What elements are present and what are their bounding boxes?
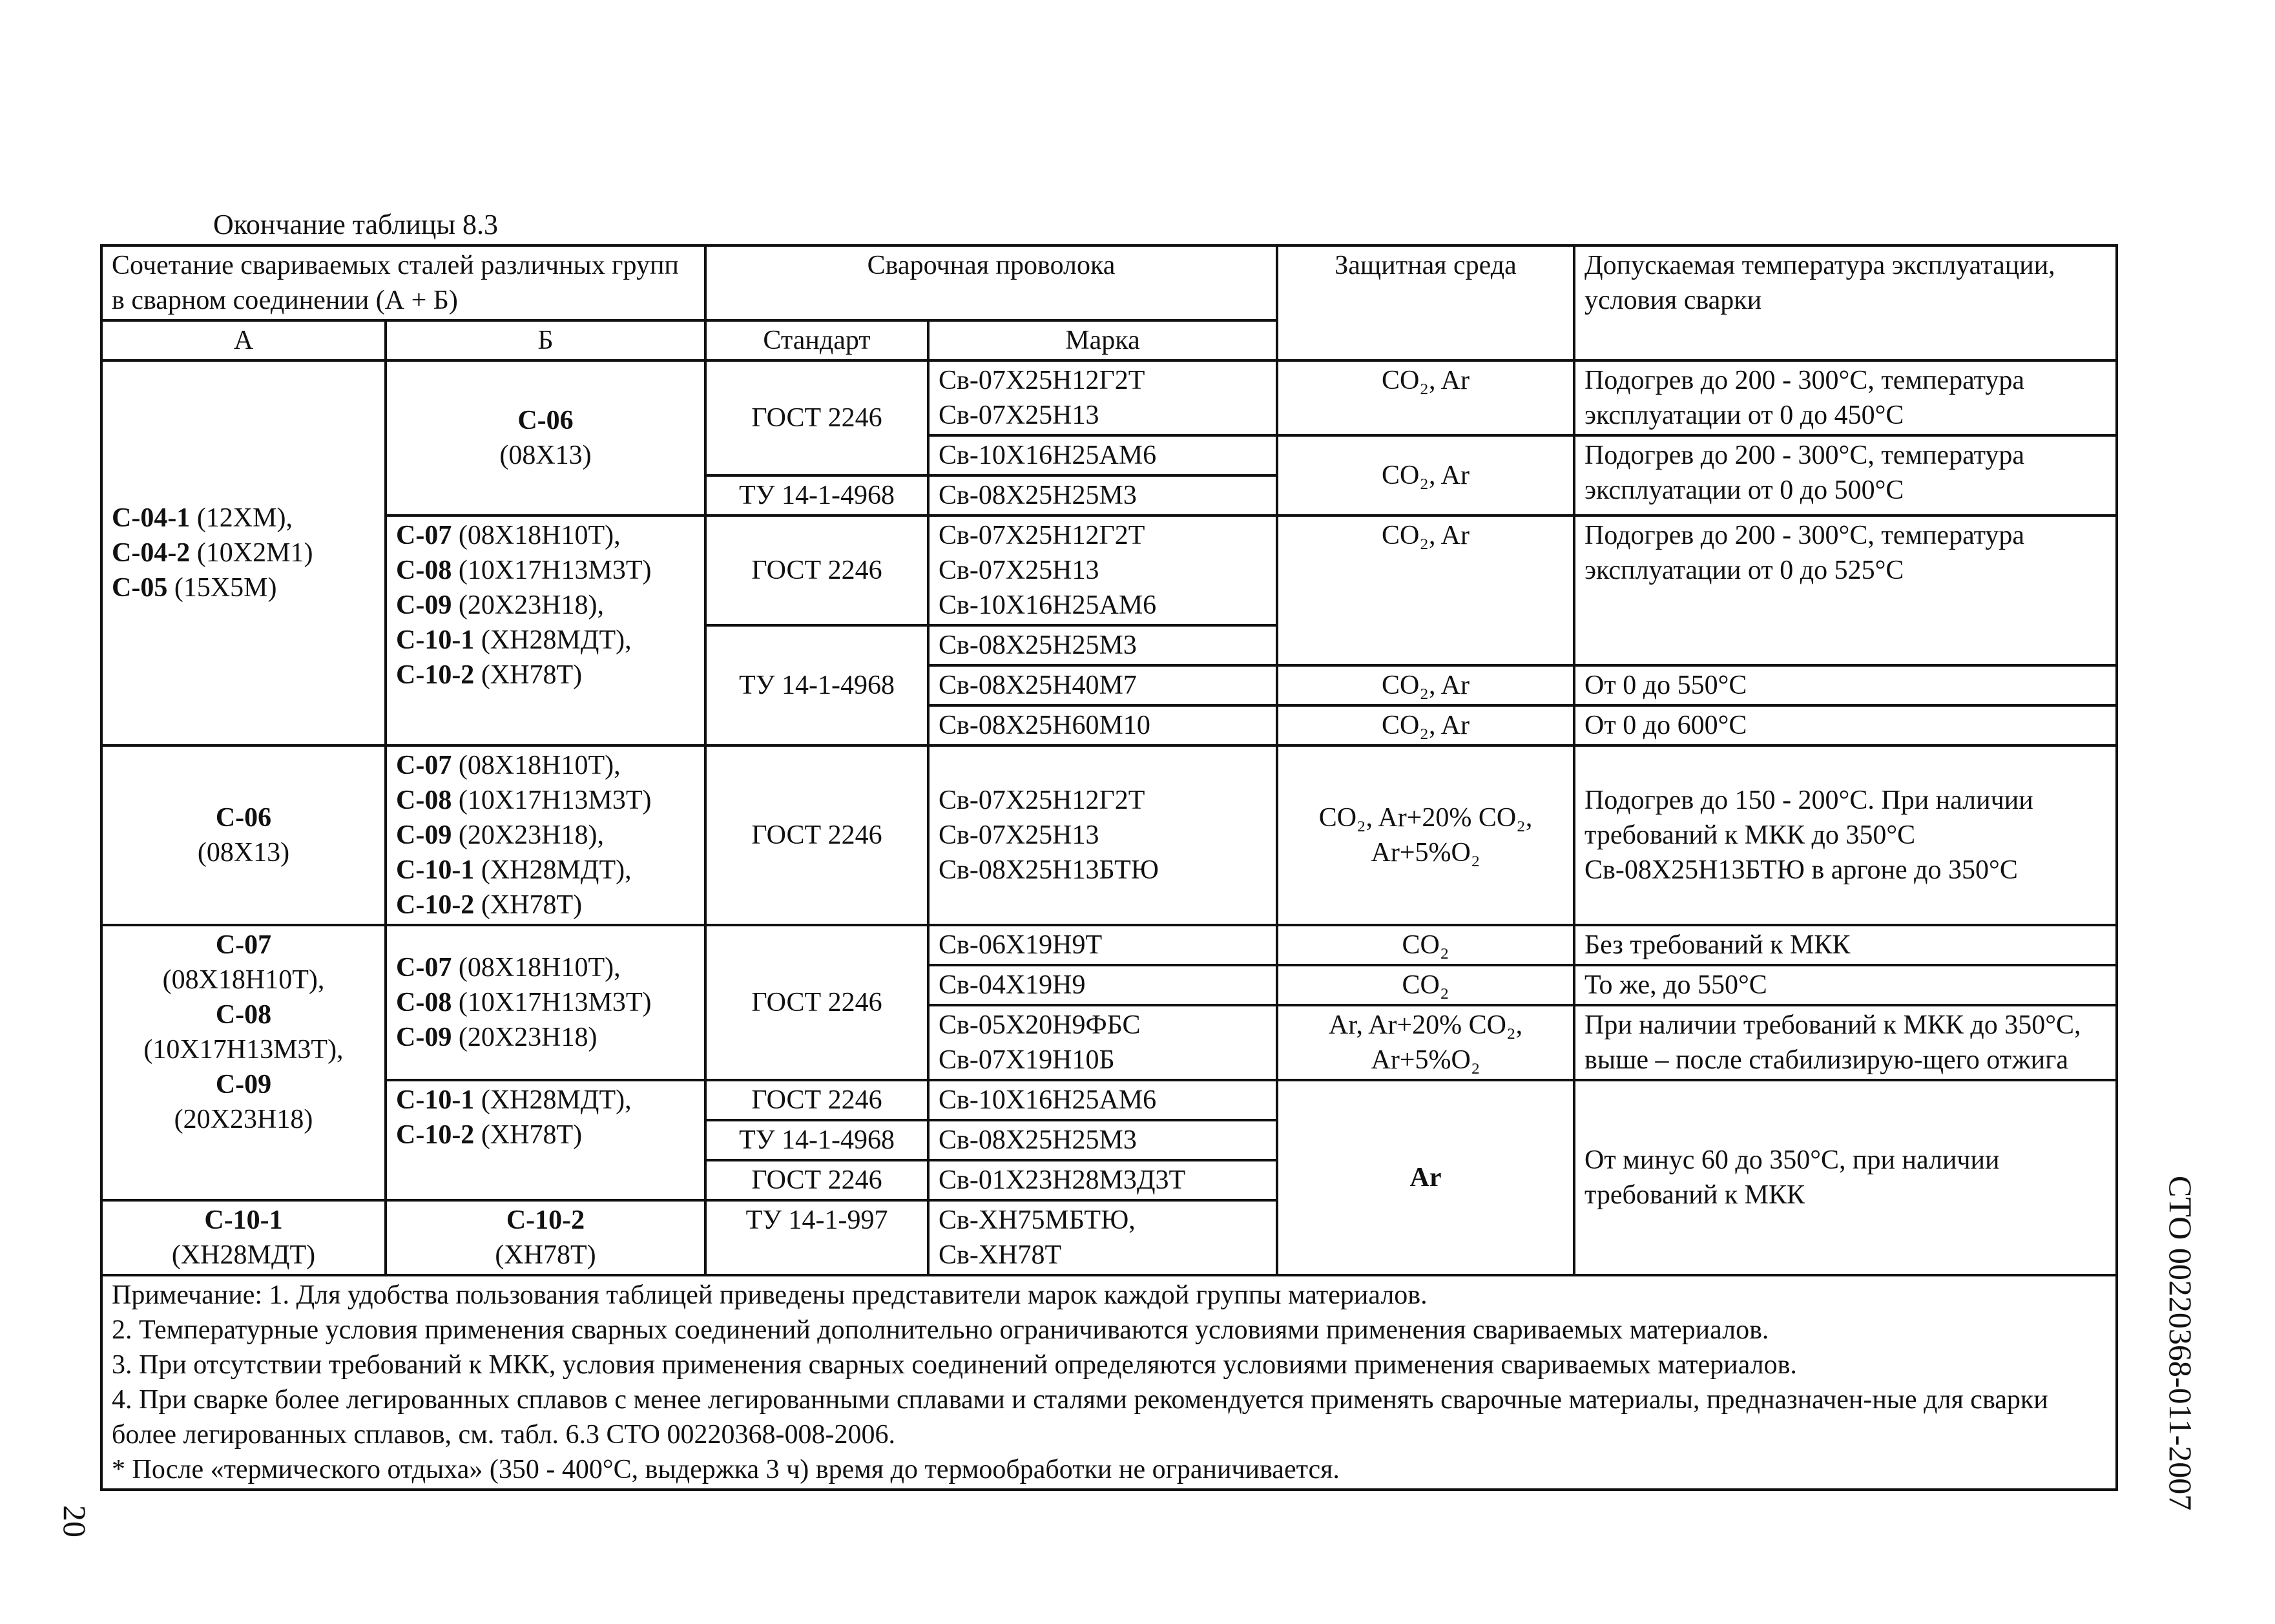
cell-gas: CO₂ (1277, 965, 1574, 1005)
cell-b-group2: С-07 (08Х18Н10Т), С-08 (10Х17Н13М3Т) С-09 (20Х23Н18), С-10-1 (ХН28МДТ), С-10-2 (ХН78Т) (386, 515, 705, 745)
note-3: 3. При отсутствии требований к МКК, условия применения сварных соединений определяются условиями применения свариваемых материалов. (112, 1350, 1797, 1380)
cell-gas: Ar, Ar+20% CO₂, Ar+5%O₂ (1277, 1005, 1574, 1080)
cell-gas: CO₂, Ar (1277, 360, 1574, 435)
cell-mark: Св-08Х25Н60М10 (928, 705, 1277, 745)
cell-mark: Св-08Х25Н40М7 (928, 665, 1277, 705)
header-wire: Сварочная проволока (705, 245, 1277, 320)
header-a: А (101, 320, 386, 360)
notes-row (101, 1275, 2117, 1490)
header-temp: Допускаемая температура эксплуатации, условия сварки (1574, 245, 2117, 360)
cell-mark: Св-07Х25Н12Г2Т Св-07Х25Н13 Св-08Х25Н13БТЮ (928, 745, 1277, 925)
cell-a-c101: С-10-1 (ХН28МДТ) (101, 1200, 386, 1275)
cell-b-c06: С-06 (08Х13) (386, 360, 705, 515)
cell-mark: Св-08Х25Н25М3 (928, 1120, 1277, 1160)
cell-standard: ТУ 14-1-997 (705, 1200, 928, 1275)
note-4: 4. При сварке более легированных сплавов с менее легированными сплавами и сталями рекомендуется применять сварочные материалы, предназначен-ные для сварки более легированных сплавов, см. табл. 6.3 СТО 00220368-008-2006. (112, 1385, 2048, 1450)
cell-mark: Св-10Х16Н25АМ6 (928, 435, 1277, 475)
cell-temp: Без требований к МКК (1574, 925, 2117, 965)
cell-gas: CO₂, Ar (1277, 665, 1574, 705)
cell-mark: Св-01Х23Н28М3Д3Т (928, 1160, 1277, 1200)
header-row (101, 245, 2117, 320)
note-5: * После «термического отдыха» (350 - 400°С, выдержка 3 ч) время до термообработки не ограничивается. (112, 1455, 1340, 1484)
cell-b-group5: С-10-1 (ХН28МДТ), С-10-2 (ХН78Т) (386, 1080, 705, 1200)
cell-mark: Св-04Х19Н9 (928, 965, 1277, 1005)
cell-b-group4: С-07 (08Х18Н10Т), С-08 (10Х17Н13М3Т) С-09 (20Х23Н18) (386, 925, 705, 1080)
cell-standard: ГОСТ 2246 (705, 1160, 928, 1200)
cell-standard: ТУ 14-1-4968 (705, 625, 928, 745)
cell-temp: При наличии требований к МКК до 350°С, выше – после стабилизирую-щего отжига (1574, 1005, 2117, 1080)
cell-standard: ГОСТ 2246 (705, 745, 928, 925)
notes-cell (101, 1275, 2117, 1490)
cell-mark: Св-05Х20Н9ФБС Св-07Х19Н10Б (928, 1005, 1277, 1080)
page-number: 20 (57, 1505, 93, 1537)
cell-standard: ГОСТ 2246 (705, 515, 928, 625)
cell-standard: ТУ 14-1-4968 (705, 475, 928, 515)
welding-table (100, 244, 2118, 1491)
cell-gas: CO₂, Ar (1277, 435, 1574, 515)
cell-temp: Подогрев до 150 - 200°С. При наличии требований к МКК до 350°С Св-08Х25Н13БТЮ в аргоне до 350°С (1574, 745, 2117, 925)
table-row (101, 1080, 2117, 1120)
cell-temp: Подогрев до 200 - 300°С, температура эксплуатации от 0 до 450°С (1574, 360, 2117, 435)
table-row (101, 515, 2117, 625)
cell-temp: От 0 до 550°С (1574, 665, 2117, 705)
cell-mark: Св-ХН75МБТЮ, Св-ХН78Т (928, 1200, 1277, 1275)
cell-temp: От 0 до 600°С (1574, 705, 2117, 745)
cell-gas: CO₂ (1277, 925, 1574, 965)
cell-mark: Св-06Х19Н9Т (928, 925, 1277, 965)
cell-temp: От минус 60 до 350°С, при наличии требований к МКК (1574, 1080, 2117, 1275)
cell-standard: ГОСТ 2246 (705, 925, 928, 1080)
table-row (101, 925, 2117, 965)
cell-mark: Св-08Х25Н25М3 (928, 625, 1277, 665)
cell-temp: Подогрев до 200 - 300°С, температура эксплуатации от 0 до 500°С (1574, 435, 2117, 515)
cell-gas: CO₂, Ar+20% CO₂, Ar+5%O₂ (1277, 745, 1574, 925)
cell-a-group1: С-04-1 (12ХМ), С-04-2 (10Х2М1) С-05 (15Х5М) (101, 360, 386, 745)
cell-standard: ТУ 14-1-4968 (705, 1120, 928, 1160)
cell-temp: Подогрев до 200 - 300°С, температура эксплуатации от 0 до 525°С (1574, 515, 2117, 665)
table-row (101, 360, 2117, 435)
cell-gas: CO₂, Ar (1277, 515, 1574, 665)
cell-gas: CO₂, Ar (1277, 705, 1574, 745)
table-row (101, 745, 2117, 925)
cell-mark: Св-08Х25Н25М3 (928, 475, 1277, 515)
header-b: Б (386, 320, 705, 360)
cell-gas-ar: Ar (1277, 1080, 1574, 1275)
cell-standard: ГОСТ 2246 (705, 1080, 928, 1120)
cell-mark: Св-07Х25Н12Г2Т Св-07Х25Н13 Св-10Х16Н25АМ6 (928, 515, 1277, 625)
header-combo: Сочетание свариваемых сталей различных групп в сварном соединении (А + Б) (101, 245, 705, 320)
table-caption: Окончание таблицы 8.3 (213, 209, 498, 240)
cell-temp: То же, до 550°С (1574, 965, 2117, 1005)
note-1: Примечание: 1. Для удобства пользования таблицей приведены представители марок каждой группы материалов. (112, 1280, 1428, 1310)
note-2: 2. Температурные условия применения сварных соединений дополнительно ограничиваются условиями применения свариваемых материалов. (112, 1315, 1769, 1345)
cell-mark: Св-07Х25Н12Г2Т Св-07Х25Н13 (928, 360, 1277, 435)
header-standard: Стандарт (705, 320, 928, 360)
cell-mark: Св-10Х16Н25АМ6 (928, 1080, 1277, 1120)
cell-a-group3: С-07 (08Х18Н10Т), С-08 (10Х17Н13М3Т), С-09 (20Х23Н18) (101, 925, 386, 1200)
header-gas: Защитная среда (1277, 245, 1574, 360)
cell-a-c06: С-06 (08Х13) (101, 745, 386, 925)
cell-b-c102: С-10-2 (ХН78Т) (386, 1200, 705, 1275)
cell-standard: ГОСТ 2246 (705, 360, 928, 475)
cell-b-group3: С-07 (08Х18Н10Т), С-08 (10Х17Н13М3Т) С-09 (20Х23Н18), С-10-1 (ХН28МДТ), С-10-2 (ХН78Т) (386, 745, 705, 925)
document-code: СТО 00220368-011-2007 (2163, 1176, 2199, 1511)
header-mark: Марка (928, 320, 1277, 360)
